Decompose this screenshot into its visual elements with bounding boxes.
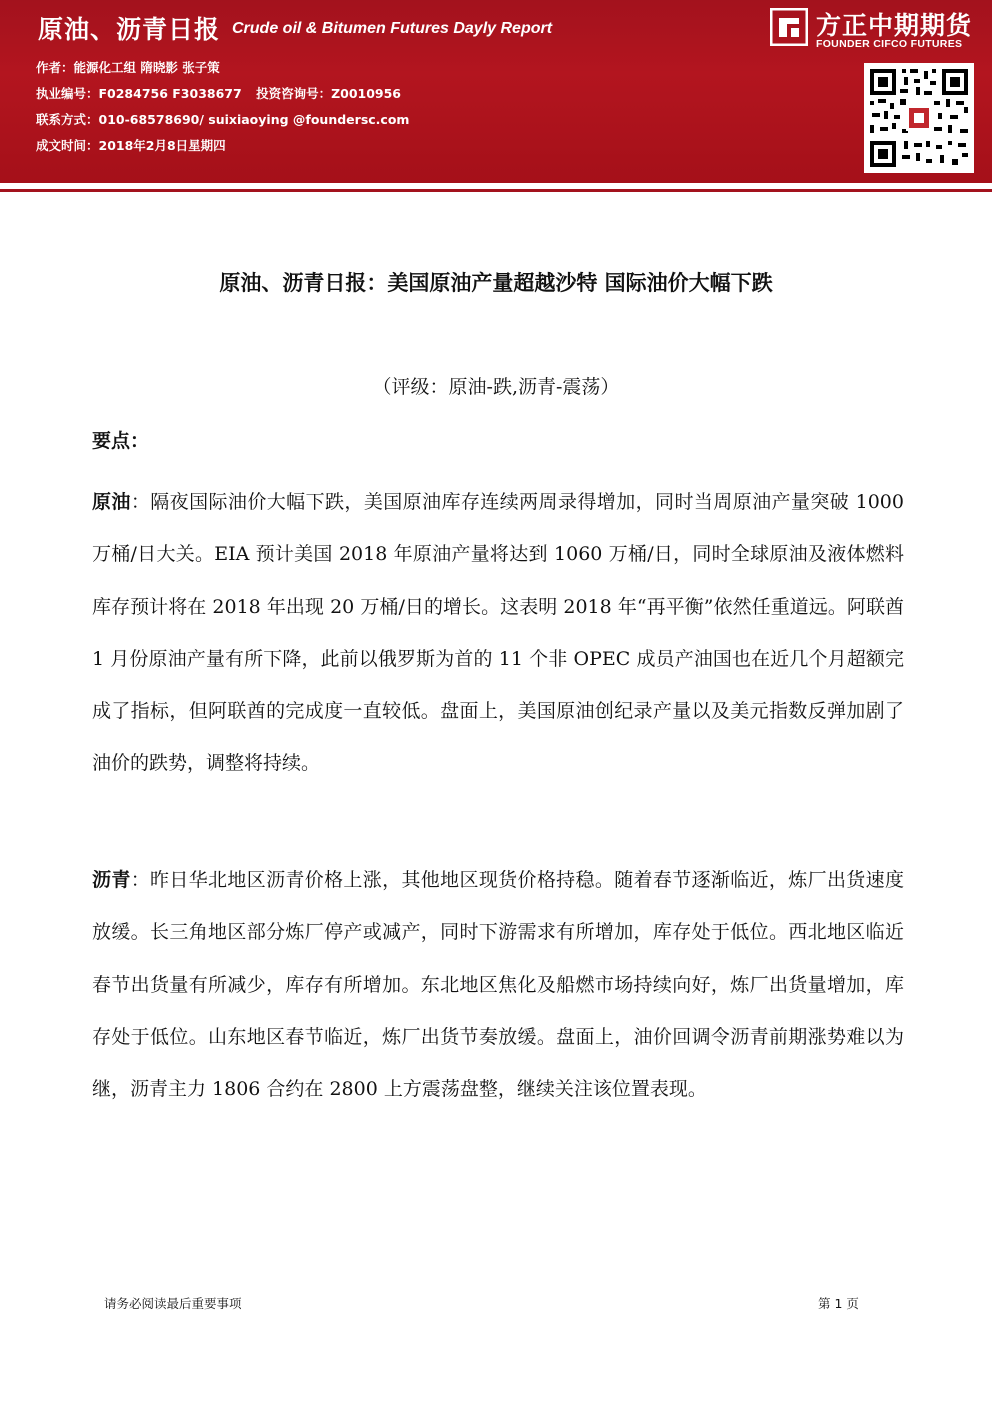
author-line: 作者：能源化工组 隋晓影 张子策 <box>36 60 220 75</box>
license-line <box>36 84 411 102</box>
header-title-en: Crude oil & Bitumen Futures Dayly Report <box>232 20 553 37</box>
rating-line: （评级：原油-跌,沥青-震荡） <box>372 376 620 398</box>
logo-text-cn: 方正中期期货 <box>816 11 973 40</box>
report-header <box>0 0 992 183</box>
bitumen-text: ：昨日华北地区沥青价格上涨，其他地区现货价格持稳。随着春节逐渐临近，炼厂出货速度放缓。长三角地区部分炼厂停产或减产，同时下游需求有所增加，库存处于低位。西北地区临近春节出货量有所减少，库存有所增加。东北地区焦化及船燃市场持续向好，炼厂出货量增加，库存处于低位。山东地区春节临近，炼厂出货节奏放缓。盘面上，油价回调令沥青前期涨势难以为继，沥青主力 1806 合约在 2800 上方震荡盘整，继续关注该位置表现。 <box>92 869 904 1101</box>
footer-notice: 请务必阅读最后重要事项 <box>104 1296 242 1311</box>
contact-line: 联系方式：010-68578690/ suixiaoying @foundersc.com <box>36 112 410 127</box>
header-title-cn: 原油、沥青日报 <box>38 15 221 44</box>
bitumen-paragraph <box>92 854 904 1115</box>
date-line: 成文时间：2018年2月8日星期四 <box>36 138 226 153</box>
founder-logo-icon <box>770 8 808 46</box>
keypoints-heading: 要点： <box>92 430 150 452</box>
document-title: 原油、沥青日报：美国原油产量超越沙特 国际油价大幅下跌 <box>219 271 773 295</box>
crude-oil-text: ：隔夜国际油价大幅下跌，美国原油库存连续两周录得增加，同时当周原油产量突破 1000 万桶/日大关。EIA 预计美国 2018 年原油产量将达到 1060 万桶/日，同时全球原油及液体燃料库存预计将在 2018 年出现 20 万桶/日的增长。这表明 2018 年“再平衡”依然任重道远。阿联酋 1 月份原油产量有所下降，此前以俄罗斯为首的 11 个非 OPEC 成员产油国也在近几个月超额完成了指标，但阿联酋的完成度一直较低。盘面上，美国原油创纪录产量以及美元指数反弹加剧了油价的跌势，调整将持续。 <box>92 491 904 775</box>
license-numbers: 执业编号：F0284756 F3038677 <box>36 86 242 101</box>
logo-text-en: FOUNDER CIFCO FUTURES <box>816 38 963 50</box>
company-logo <box>770 8 985 56</box>
header-divider <box>0 189 992 192</box>
qr-code-icon <box>864 63 974 173</box>
crude-oil-label: 原油 <box>92 491 131 513</box>
bitumen-label: 沥青 <box>92 869 131 891</box>
consulting-number: 投资咨询号：Z0010956 <box>256 86 402 101</box>
page-number: 第 1 页 <box>818 1296 859 1311</box>
crude-oil-paragraph <box>92 476 904 790</box>
